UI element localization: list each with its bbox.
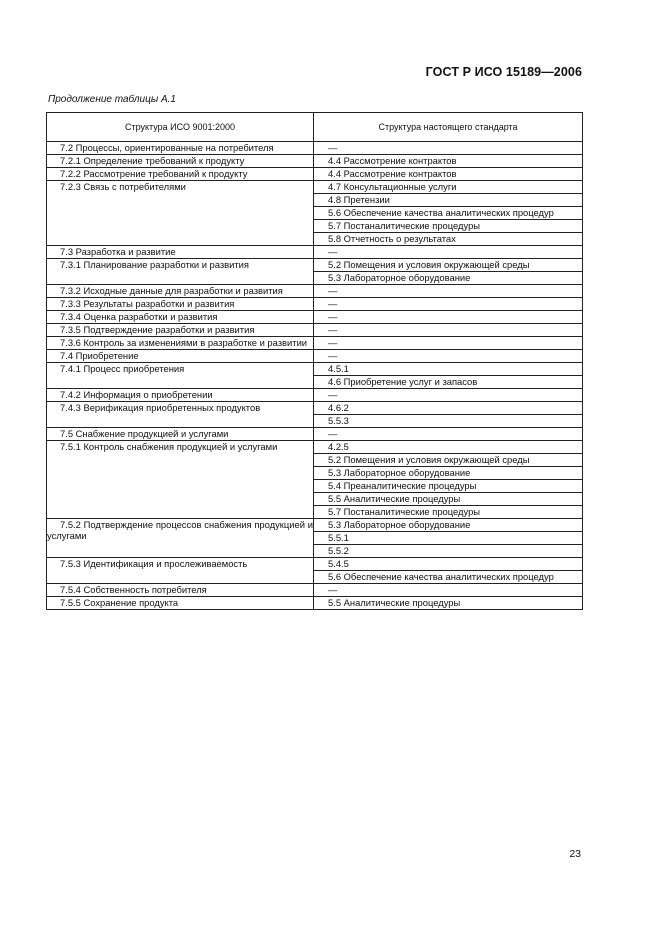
table-row <box>47 337 583 350</box>
standard-clause-cell: — <box>314 311 583 324</box>
iso9001-clause-cell: 7.5.4 Собственность потребителя <box>47 584 314 597</box>
standard-clause-cell: 4.6 Приобретение услуг и запасов <box>314 376 583 389</box>
table-header-row <box>47 113 583 142</box>
standard-clause-cell: — <box>314 324 583 337</box>
standard-clause-cell: — <box>314 389 583 402</box>
standard-clause-cell: 5.6 Обеспечение качества аналитических процедур <box>314 207 583 220</box>
standard-clause-cell: 5.2 Помещения и условия окружающей среды <box>314 259 583 272</box>
iso9001-clause-cell: 7.5.5 Сохранение продукта <box>47 597 314 610</box>
iso9001-clause-cell: 7.3.4 Оценка разработки и развития <box>47 311 314 324</box>
standard-clause-cell: — <box>314 246 583 259</box>
table-row <box>47 350 583 363</box>
standard-clause-cell: 5.4 Преаналитические процедуры <box>314 480 583 493</box>
standard-clause-cell: — <box>314 428 583 441</box>
standard-clause-cell: — <box>314 142 583 155</box>
iso9001-clause-cell: 7.2.3 Связь с потребителями <box>47 181 314 246</box>
table-row <box>47 259 583 272</box>
standard-clause-cell: 5.3 Лабораторное оборудование <box>314 272 583 285</box>
iso9001-clause-cell: 7.5.2 Подтверждение процессов снабжения продукцией и услугами <box>47 519 314 558</box>
standard-clause-cell: 5.4.5 <box>314 558 583 571</box>
standard-clause-cell: — <box>314 584 583 597</box>
standard-clause-cell: 5.5 Аналитические процедуры <box>314 597 583 610</box>
standard-clause-cell: 5.7 Постаналитические процедуры <box>314 220 583 233</box>
table-row <box>47 389 583 402</box>
iso9001-clause-cell: 7.5.1 Контроль снабжения продукцией и услугами <box>47 441 314 519</box>
standard-clause-cell: 5.2 Помещения и условия окружающей среды <box>314 454 583 467</box>
table-row <box>47 285 583 298</box>
iso9001-clause-cell: 7.3.6 Контроль за изменениями в разработке и развитии <box>47 337 314 350</box>
standard-clause-cell: 5.5.2 <box>314 545 583 558</box>
table-row <box>47 428 583 441</box>
standard-clause-cell: 4.4 Рассмотрение контрактов <box>314 155 583 168</box>
iso9001-clause-cell: 7.4.1 Процесс приобретения <box>47 363 314 389</box>
standard-clause-cell: — <box>314 350 583 363</box>
standard-clause-cell: — <box>314 285 583 298</box>
table-row <box>47 558 583 571</box>
table-row <box>47 441 583 454</box>
iso9001-clause-cell: 7.3.3 Результаты разработки и развития <box>47 298 314 311</box>
table-row <box>47 584 583 597</box>
table-row <box>47 311 583 324</box>
table-row <box>47 181 583 194</box>
iso9001-clause-cell: 7.4 Приобретение <box>47 350 314 363</box>
column-header: Структура настоящего стандарта <box>314 113 583 142</box>
iso9001-clause-cell: 7.3 Разработка и развитие <box>47 246 314 259</box>
table-row <box>47 246 583 259</box>
page-number: 23 <box>569 848 581 860</box>
standard-clause-cell: 4.8 Претензии <box>314 194 583 207</box>
iso9001-clause-cell: 7.3.5 Подтверждение разработки и развития <box>47 324 314 337</box>
iso9001-clause-cell: 7.2 Процессы, ориентированные на потребителя <box>47 142 314 155</box>
iso9001-clause-cell: 7.2.2 Рассмотрение требований к продукту <box>47 168 314 181</box>
standard-clause-cell: — <box>314 337 583 350</box>
standard-clause-cell: 5.3 Лабораторное оборудование <box>314 467 583 480</box>
standard-clause-cell: 5.3 Лабораторное оборудование <box>314 519 583 532</box>
correspondence-table <box>46 112 583 610</box>
standard-clause-cell: 5.8 Отчетность о результатах <box>314 233 583 246</box>
table-row <box>47 155 583 168</box>
table-row <box>47 298 583 311</box>
standard-clause-cell: 4.5.1 <box>314 363 583 376</box>
standard-clause-cell: — <box>314 298 583 311</box>
column-header: Структура ИСО 9001:2000 <box>47 113 314 142</box>
standard-clause-cell: 4.6.2 <box>314 402 583 415</box>
table-row <box>47 519 583 532</box>
table-row <box>47 142 583 155</box>
standard-clause-cell: 5.5.1 <box>314 532 583 545</box>
standard-clause-cell: 4.2.5 <box>314 441 583 454</box>
iso9001-clause-cell: 7.3.2 Исходные данные для разработки и развития <box>47 285 314 298</box>
standard-clause-cell: 5.7 Постаналитические процедуры <box>314 506 583 519</box>
table-row <box>47 363 583 376</box>
standard-clause-cell: 4.7 Консультационные услуги <box>314 181 583 194</box>
document-code: ГОСТ Р ИСО 15189—2006 <box>425 65 582 79</box>
table-row <box>47 597 583 610</box>
iso9001-clause-cell: 7.2.1 Определение требований к продукту <box>47 155 314 168</box>
table-row <box>47 168 583 181</box>
table-continuation-label: Продолжение таблицы А.1 <box>48 94 176 105</box>
standard-clause-cell: 5.5.3 <box>314 415 583 428</box>
iso9001-clause-cell: 7.5 Снабжение продукцией и услугами <box>47 428 314 441</box>
standard-clause-cell: 4.4 Рассмотрение контрактов <box>314 168 583 181</box>
table-body <box>47 142 583 610</box>
iso9001-clause-cell: 7.4.3 Верификация приобретенных продуктов <box>47 402 314 428</box>
iso9001-clause-cell: 7.5.3 Идентификация и прослеживаемость <box>47 558 314 584</box>
table-row <box>47 402 583 415</box>
standard-clause-cell: 5.5 Аналитические процедуры <box>314 493 583 506</box>
standard-clause-cell: 5.6 Обеспечение качества аналитических процедур <box>314 571 583 584</box>
iso9001-clause-cell: 7.4.2 Информация о приобретении <box>47 389 314 402</box>
table-row <box>47 324 583 337</box>
iso9001-clause-cell: 7.3.1 Планирование разработки и развития <box>47 259 314 285</box>
